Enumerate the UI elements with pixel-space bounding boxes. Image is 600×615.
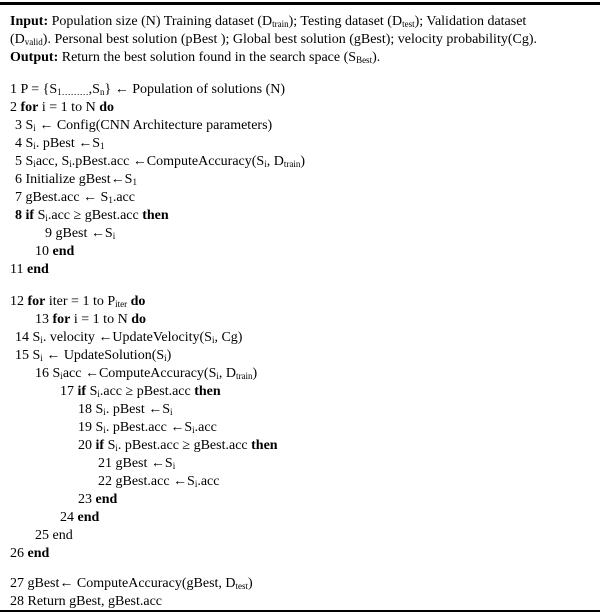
step-8: 8 if $S_i.acc$ ≥ gBest.acc then [15,208,169,223]
input-line-1: Input: Population size (N) Training dataset $(D_{train})$; Testing dataset $(D_{test})$; Validation dataset [10,14,527,29]
step-17: 17 if $S_i.acc$ ≥ pBest.acc then [60,384,221,399]
step-9: 9 gBest $\leftarrow S_i$ [45,226,116,241]
step-24: 24 end [60,510,100,525]
bottom-rule [0,610,600,612]
step-15: 15 $S_i$ ← $UpdateSolution(S_i)$ [15,348,172,363]
step-26: 26 end [10,546,50,561]
step-25: 25 end [35,528,73,543]
step-12: 12 for iter = 1 to $P_{iter}$ do [10,294,146,309]
input-line-2: $(D_{valid})$. Personal best solution (pBest ); Global best solution (gBest); velocity probability(Cg). [10,32,537,47]
top-rule [0,2,600,5]
step-16: 16 $S_iacc$ $\leftarrow ComputeAccuracy(S_i$, $D_{train}$) [35,366,258,381]
step-22: 22 gBest.acc $\leftarrow S_i.acc$ [98,474,220,489]
step-27: 27 gBest← ComputeAccuracy(gBest, $D_{test}$) [10,576,253,591]
step-14: 14 $S_i$. velocity $\leftarrow UpdateVelocity(S_i$, Cg) [15,330,243,345]
step-19: 19 $S_i$. pBest.acc $\leftarrow S_i.acc$ [78,420,217,435]
step-21: 21 gBest $\leftarrow S_i$ [98,456,176,471]
output-line: Output: Return the best solution found in the search space $(S_{Best})$. [10,50,381,65]
step-7: 7 gBest.acc ← $S_1.acc$ [15,190,135,205]
step-28: 28 Return gBest, gBest.acc [10,594,163,609]
step-23: 23 end [78,492,118,507]
step-20: 20 if $S_i$. pBest.acc ≥ gBest.acc then [78,438,278,453]
step-10: 10 end [35,244,75,259]
input-label: Input: [10,14,49,29]
step-5: 5 $S_iacc$, $S_i.pBest.acc$ $\leftarrow ComputeAccuracy(S_i$, $D_{train}$) [15,154,306,169]
output-label: Output: [10,50,59,65]
step-11: 11 end [10,262,49,277]
step-3: 3 $S_i$ ← Config(CNN Architecture parameters) [15,118,273,133]
step-4: 4 $S_i$. pBest $\leftarrow S_1$ [15,136,105,151]
step-1: 1 $P = \{S_{1\dots\dots\dots},S_n\}$ ← Population of solutions (N) [10,82,286,97]
step-18: 18 $S_i$. pBest $\leftarrow S_i$ [78,402,173,417]
step-2: 2 for i = 1 to N do [10,100,114,115]
step-6: 6 Initialize $gBest\leftarrow S_1$ [15,172,137,187]
step-13: 13 for i = 1 to N do [35,312,146,327]
